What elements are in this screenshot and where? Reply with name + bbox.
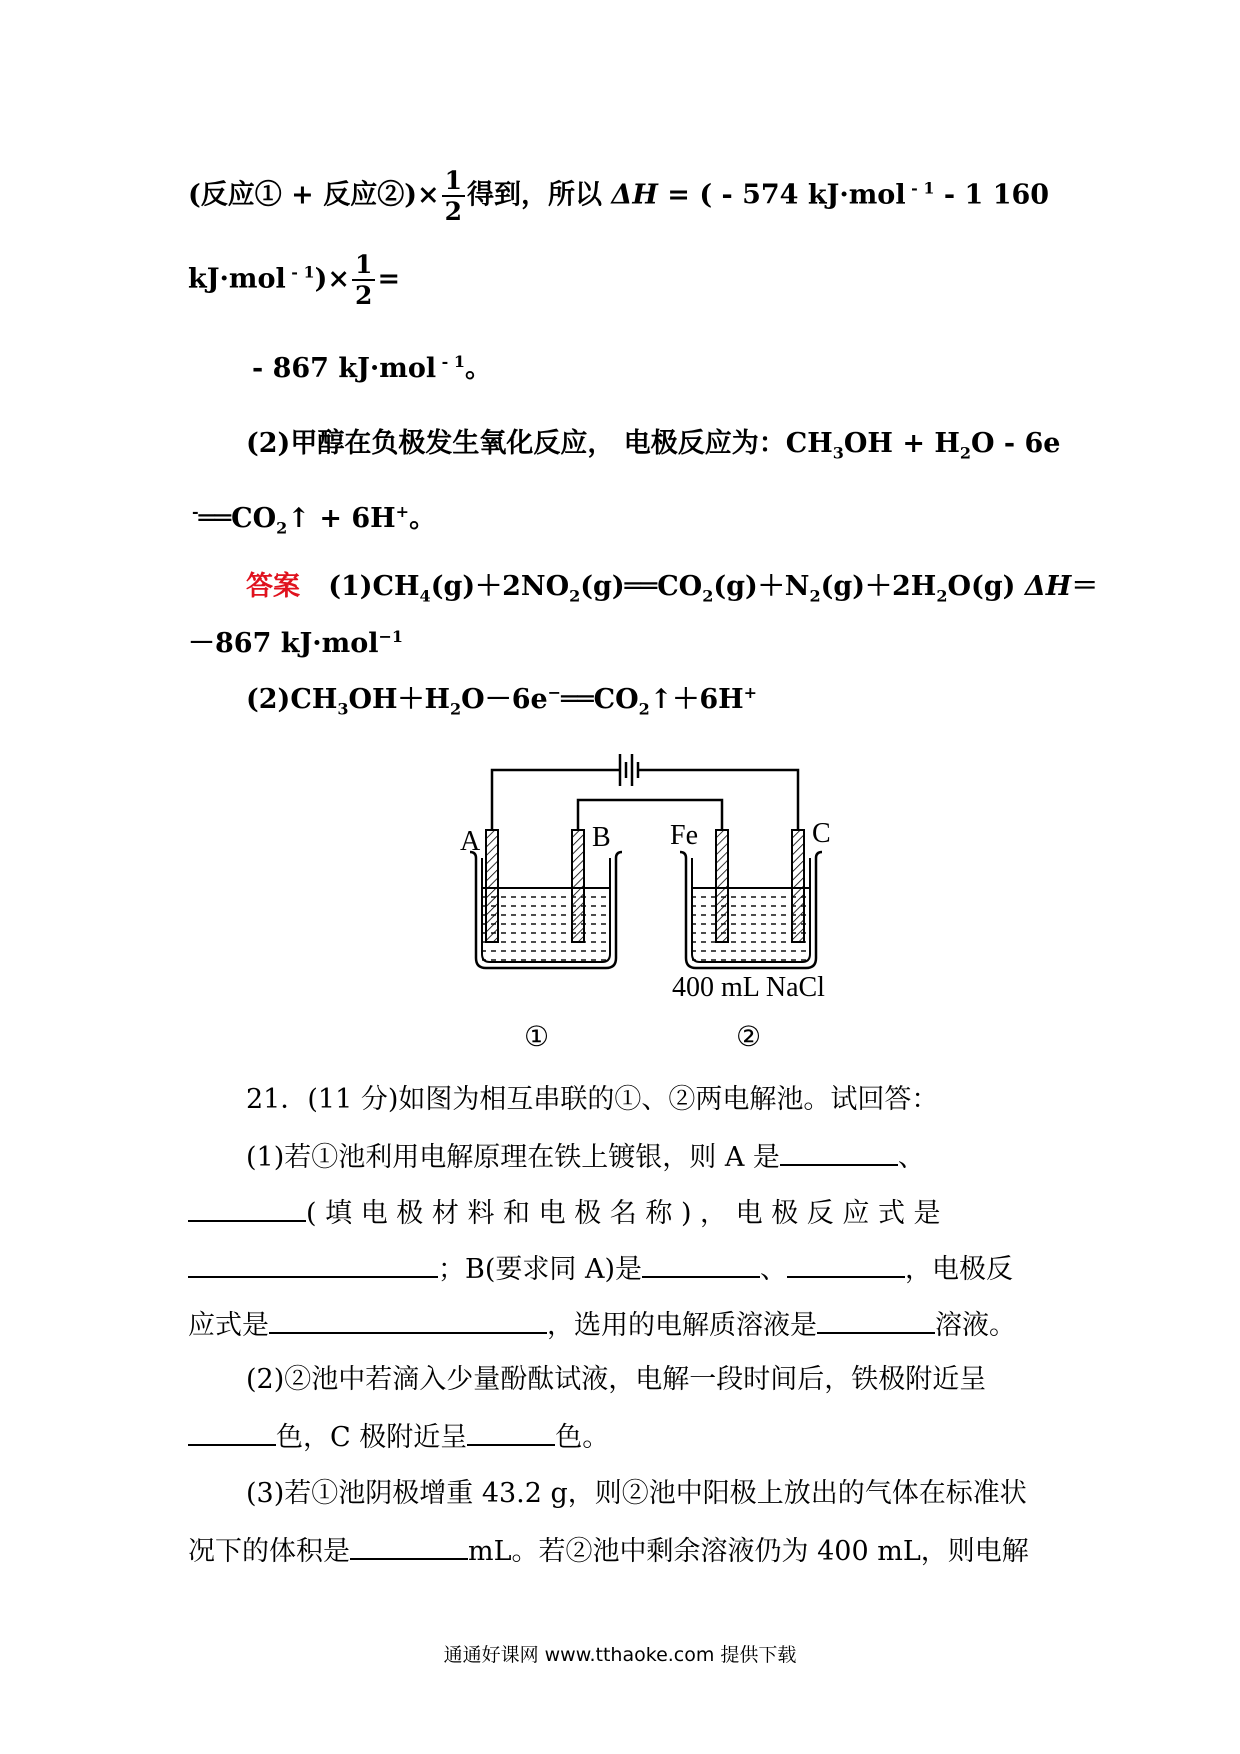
fraction-half: $\frac{1}{2}$: [442, 168, 465, 224]
solution-line-5: $^-══CO_2↑ + 6H^+$。: [192, 502, 437, 538]
question-line-2: (1)若①池利用电解原理在铁上镀银，则 A 是 、: [246, 1142, 925, 1173]
electrolysis-diagram: [440, 740, 860, 1060]
battery-symbol: [620, 754, 638, 786]
answer-line-2: －867 kJ·mol$^{-1}$: [188, 627, 404, 659]
label-b: B: [592, 822, 611, 853]
electrode-b: [572, 830, 584, 942]
question-line-8: (3)若①池阴极增重 43.2 g，则②池中阳极上放出的气体在标准状: [246, 1478, 1027, 1509]
electrode-fe: [716, 830, 728, 942]
answer-line-3: $(2)CH_3OH+H_2O-6e^-══CO_2↑+6H^+$: [246, 683, 758, 719]
answer-blank[interactable]: [787, 1254, 905, 1278]
answer-blank[interactable]: [188, 1198, 306, 1222]
question-line-9: 况下的体积是 mL。若②池中剩余溶液仍为 400 mL，则电解: [188, 1536, 1029, 1567]
answer-blank[interactable]: [817, 1310, 935, 1334]
solution-line-3: - 867 kJ·mol $^{- 1}$。: [252, 352, 493, 384]
footer-text: 通通好课网 www.tthaoke.com 提供下载: [443, 1644, 797, 1666]
fraction-half-2: $\frac{1}{2}$: [352, 252, 375, 308]
solution-line-4: (2)甲醇在负极发生氧化反应， 电极反应为：$CH_3OH + H_2O - 6e$: [246, 428, 1061, 463]
cell-2-label: ②: [736, 1022, 762, 1053]
answer-blank[interactable]: [642, 1254, 760, 1278]
question-line-1: 21．(11 分)如图为相互串联的①、②两电解池。试回答：: [246, 1084, 939, 1115]
electrode-c: [792, 830, 804, 942]
answer-label: 答案: [246, 571, 300, 602]
cell-1-label: ①: [524, 1022, 550, 1053]
answer-blank[interactable]: [780, 1142, 898, 1166]
label-fe: Fe: [670, 820, 698, 851]
question-line-5: 应式是 ，选用的电解质溶液是 溶液。: [188, 1310, 1016, 1341]
answer-blank[interactable]: [188, 1422, 276, 1446]
label-c: C: [812, 818, 831, 849]
electrode-a: [486, 830, 498, 942]
answer-blank[interactable]: [350, 1536, 468, 1560]
question-line-7: 色，C 极附近呈 色。: [188, 1422, 609, 1451]
answer-line-1: 答案 $(1)CH_4(g)+2NO_2(g)══CO_2(g)+N_2(g)+2H_2O(g)$ ΔH＝: [246, 571, 1099, 606]
answer-blank[interactable]: [269, 1310, 547, 1334]
question-line-4: ；B(要求同 A)是 、 ，电极反: [188, 1254, 1013, 1283]
answer-blank[interactable]: [467, 1422, 555, 1446]
question-line-6: (2)②池中若滴入少量酚酞试液，电解一段时间后，铁极附近呈: [246, 1364, 987, 1395]
solution-line-1: (反应① + 反应②)× $\frac{1}{2}$ 得到，所以 ΔH = ( - 574 kJ·mol $^{- 1}$ - 1 160: [188, 166, 1050, 226]
circuit-wires: [492, 770, 798, 830]
answer-blank[interactable]: [188, 1254, 438, 1278]
label-a: A: [460, 826, 481, 857]
solution-label: 400 mL NaCl: [672, 972, 825, 1003]
question-line-3: ( 填 电 极 材 料 和 电 极 名 称 ) ， 电 极 反 应 式 是: [188, 1198, 941, 1227]
solution-line-2: kJ·mol $^{- 1}$)× $\frac{1}{2}$ =: [188, 250, 401, 310]
